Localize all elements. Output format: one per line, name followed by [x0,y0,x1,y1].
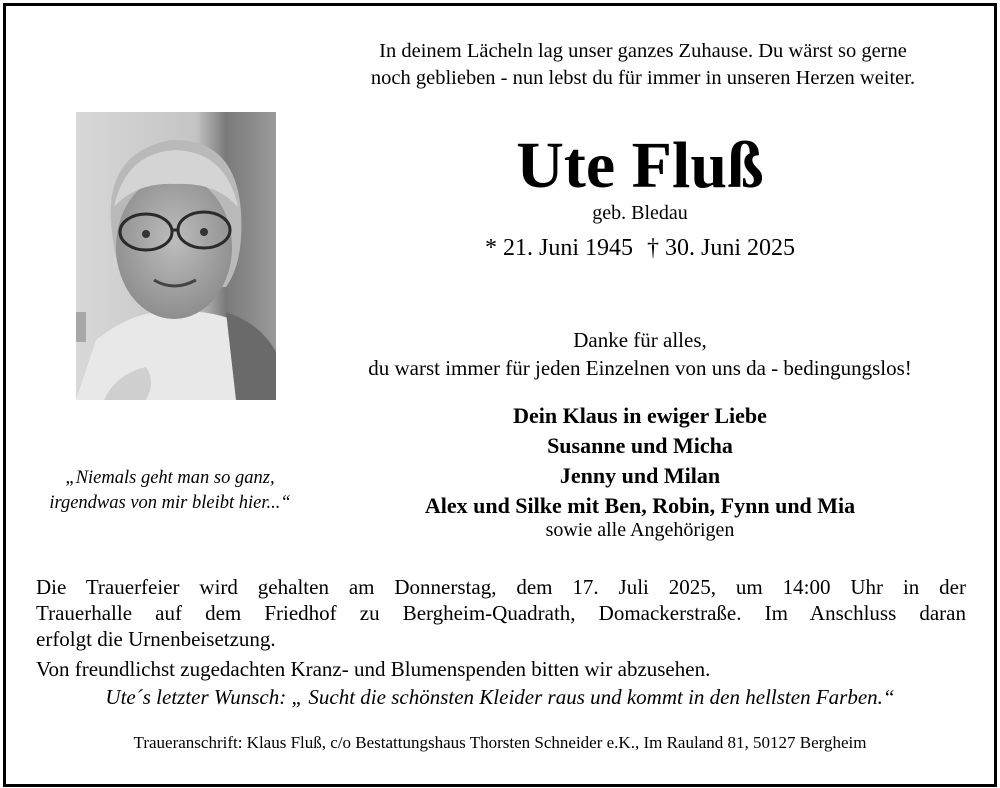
family-member: Dein Klaus in ewiger Liebe [513,403,767,428]
family-list [340,401,940,521]
relatives-text: sowie alle Angehörigen [545,519,735,541]
intro-line: In deinem Lächeln lag unser ganzes Zuhause. Du wärst so gerne [379,40,907,62]
intro-text [318,38,968,92]
death-date: † 30. Juni 2025 [647,235,796,261]
quote-text [20,466,320,516]
life-dates [420,232,860,264]
flowers-note: Von freundlichst zugedachten Kranz- und Blumenspenden bitten wir abzusehen. [36,657,711,681]
thanks-line: Danke für alles, [573,328,707,352]
portrait-photo [76,112,276,400]
family-member: Alex und Silke mit Ben, Robin, Fynn und Mia [424,493,856,518]
intro-line: noch geblieben - nun lebst du für immer in unseren Herzen weiter. [370,67,916,89]
maiden-name: geb. Bledau [592,202,688,224]
family-member: Jenny und Milan [559,463,721,488]
birth-date: * 21. Juni 1945 [484,235,633,261]
thanks-text [300,326,980,382]
ceremony-line: Die Trauerfeier wird gehalten am Donnerstag, dem 17. Juli 2025, um 14:00 Uhr in der [36,575,966,599]
quote-line: „Niemals geht man so ganz, [65,468,275,488]
ceremony-info [36,574,966,652]
thanks-line: du warst immer für jeden Einzelnen von uns da - bedingungslos! [368,356,912,380]
quote-line: irgendwas von mir bleibt hier...“ [49,493,291,513]
ceremony-line: erfolgt die Urnenbeisetzung. [36,627,276,651]
last-wish: Ute´s letzter Wunsch: „ Sucht die schönsten Kleider raus und kommt in den hellsten Farben.“ [105,685,895,709]
deceased-name: Ute Fluß [516,129,764,202]
family-member: Susanne und Micha [547,433,733,458]
ceremony-line: Trauerhalle auf dem Friedhof zu Bergheim-Quadrath, Domackerstraße. Im Anschluss daran [36,601,966,625]
mourning-address: Traueranschrift: Klaus Fluß, c/o Bestattungshaus Thorsten Schneider e.K., Im Rauland 81, 50127 Bergheim [133,733,867,752]
